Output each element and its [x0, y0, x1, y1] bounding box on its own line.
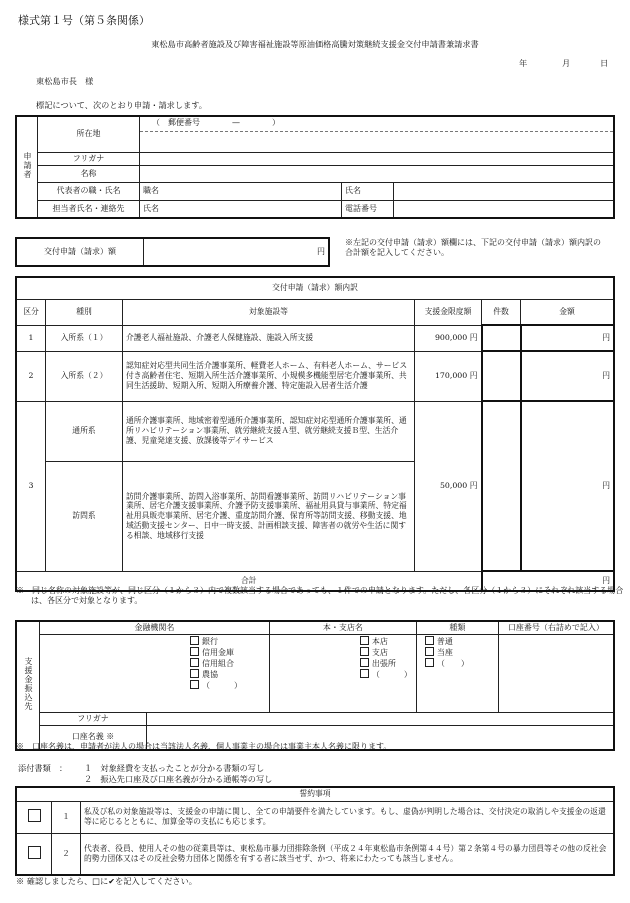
- name-field[interactable]: [140, 165, 615, 182]
- row1-limit: 900,000 円: [415, 325, 482, 351]
- attachment-item: １ 対象経費を支払ったことが分かる書類の写し: [84, 763, 265, 773]
- total-unit: 円: [602, 576, 610, 586]
- inst-opt-bank[interactable]: 銀行: [190, 636, 266, 647]
- table-row: [16, 401, 614, 461]
- contact-label: 担当者氏名・連絡先: [38, 200, 140, 218]
- contact-person-field[interactable]: [140, 200, 342, 218]
- row3b-type: 訪問系: [46, 461, 123, 571]
- kind-opt-toza[interactable]: 当座: [425, 647, 495, 658]
- form-title: 東松島市高齢者施設及び障害福祉施設等原油価格高騰対策継続支援金交付申請書兼請求書: [151, 39, 479, 49]
- amount-box: [15, 237, 330, 267]
- row2-type: 入所系（２）: [46, 351, 123, 401]
- furigana-label: フリガナ: [38, 152, 140, 165]
- addressee: 東松島市長 様: [36, 76, 94, 86]
- postal-code: （ 郵便番号 — ）: [140, 117, 613, 132]
- form-number: 様式第１号（第５条関係）: [18, 14, 150, 27]
- row2-kubun: 2: [16, 351, 46, 401]
- inst-opt-other[interactable]: （ ）: [190, 680, 266, 691]
- kind-opt-futsu[interactable]: 普通: [425, 636, 495, 647]
- row1-facilities: 介護老人福祉施設、介護老人保健施設、施設入所支援: [123, 325, 415, 351]
- branch-field[interactable]: [269, 635, 416, 713]
- row1-kubun: 1: [16, 325, 46, 351]
- name-label: 名称: [38, 165, 140, 182]
- branch-opt-main[interactable]: 本店: [360, 636, 413, 647]
- inst-opt-kumiai[interactable]: 信用組合: [190, 658, 266, 669]
- row2-amount-unit: 円: [602, 371, 610, 381]
- table-row: [16, 351, 614, 401]
- amount-unit: 円: [317, 247, 325, 256]
- inst-field[interactable]: [40, 635, 270, 713]
- acct-field[interactable]: [498, 635, 614, 713]
- header-amount: 金額: [521, 299, 615, 325]
- row3-amount-field[interactable]: [521, 401, 615, 571]
- amount-note: ※左記の交付申請（請求）額欄には、下記の交付申請（請求）額内訳の合計額を記入してください。: [345, 238, 601, 257]
- kind-opt-other[interactable]: （ ）: [425, 658, 495, 669]
- date-year: 年: [519, 58, 528, 68]
- pledge2-checkbox[interactable]: [28, 846, 41, 859]
- note-checkbox: ※ 確認しましたら、□に✔を記入してください。: [16, 876, 197, 886]
- total-label: 合計: [16, 571, 482, 591]
- holder-furigana-label: フリガナ: [40, 713, 147, 726]
- applicant-table: [15, 115, 615, 219]
- intro-text: 標記について、次のとおり申請・請求します。: [36, 100, 207, 110]
- row2-amount-field[interactable]: [521, 351, 615, 401]
- amount-label: 交付申請（請求）額: [16, 238, 144, 266]
- contact-person-label: 氏名: [143, 203, 159, 213]
- branch-opt-other[interactable]: （ ）: [360, 669, 413, 680]
- inst-label: 金融機関名: [40, 621, 270, 635]
- row1-type: 入所系（１）: [46, 325, 123, 351]
- row3a-type: 通所系: [46, 401, 123, 461]
- bank-table: [15, 620, 615, 751]
- inst-opt-nokyo[interactable]: 農協: [190, 669, 266, 680]
- rep-title-field[interactable]: [140, 182, 342, 200]
- breakdown-table: [15, 276, 615, 592]
- note-account-holder: ※ 口座名義は、申請者が法人の場合は当該法人名義、個人事業主の場合は事業主本人名義に限ります。: [16, 742, 392, 751]
- row1-amount-field[interactable]: [521, 325, 615, 351]
- phone-field[interactable]: [394, 200, 615, 218]
- rep-fullname-label: 氏名: [342, 182, 394, 200]
- note-same-facility: ※ 同じ名称の対象施設等が、同じ区分（１から３）内で複数該当する場合であっても、１件での申請となります。ただし、各区分（１から３）にそれぞれ該当する場合は、各区分で対象となります。: [16, 586, 624, 605]
- pledge2-text: 代表者、役員、使用人その他の従業員等は、東松島市暴力団排除条例（平成２４年東松島市条例第４４号）第２条第４号の暴力団員等その他の反社会的勢力団体又はその反社会勢力団体と関係を有する者に該当せず、かつ、将来にわたっても該当しません。: [81, 833, 615, 875]
- row1-amount-unit: 円: [602, 333, 610, 343]
- applicant-section-label: 申請者: [23, 152, 32, 179]
- header-kubun: 区分: [16, 299, 46, 325]
- kind-label: 種類: [416, 621, 498, 635]
- header-count: 件数: [482, 299, 521, 325]
- row3-amount-unit: 円: [602, 481, 610, 491]
- date-month: 月: [562, 58, 571, 68]
- pledge-table: [15, 786, 615, 876]
- holder-label: 口座名義 ※: [40, 726, 147, 750]
- attachments-label: 添付書類 ：: [18, 763, 68, 773]
- rep-label: 代表者の職・氏名: [38, 182, 140, 200]
- header-limit: 支援金限度額: [415, 299, 482, 325]
- attachment-item: ２ 振込先口座及び口座名義が分かる通帳等の写し: [84, 774, 273, 784]
- header-type: 種別: [46, 299, 123, 325]
- breakdown-title: 交付申請（請求）額内訳: [16, 277, 614, 299]
- pledge1-text: 私及び私の対象施設等は、支援金の申請に関し、全ての申請要件を満たしています。もし、虚偽が判明した場合は、交付決定の取消しや支援金の返還等に応じるとともに、加算金等の支払にも応じます。: [81, 801, 615, 833]
- row3-limit: 50,000 円: [415, 401, 482, 571]
- row2-count-field[interactable]: [482, 351, 521, 401]
- address-label: 所在地: [38, 116, 140, 152]
- table-row: [16, 325, 614, 351]
- inst-opt-shinkin[interactable]: 信用金庫: [190, 647, 266, 658]
- holder-furigana-field[interactable]: [147, 713, 615, 726]
- header-facilities: 対象施設等: [123, 299, 415, 325]
- row1-count-field[interactable]: [482, 325, 521, 351]
- branch-label: 本・支店名: [269, 621, 416, 635]
- rep-title-label: 職名: [143, 186, 159, 195]
- row2-limit: 170,000 円: [415, 351, 482, 401]
- pledge1-no: １: [52, 801, 81, 833]
- pledge2-no: ２: [52, 833, 81, 875]
- row3a-facilities: 通所介護事業所、地域密着型通所介護事業所、認知症対応型通所介護事業所、通所リハビリテーション事業所、就労継続支援Ａ型、就労継続支援Ｂ型、生活介護、児童発達支援、放課後等デイサービス: [123, 401, 415, 461]
- acct-label: 口座番号（右詰めで記入）: [498, 621, 614, 635]
- row3-count-field[interactable]: [482, 401, 521, 571]
- amount-field[interactable]: [144, 238, 330, 266]
- branch-opt-branch[interactable]: 支店: [360, 647, 413, 658]
- row3b-facilities: 訪問介護事業所、訪問入浴事業所、訪問看護事業所、訪問リハビリテーション事業所、居宅介護支援事業所、介護予防支援事業所、福祉用具貸与事業所、特定福祉用具販売事業所、居宅介護、重度訪問介護、保育所等訪問支援、移動支援、地域活動支援センター、日中一時支援、計画相談支援、障害者の就労や生活に関する相談、地域移行支援: [123, 461, 415, 571]
- bank-section-label: 支援金振込先: [24, 656, 33, 711]
- address-field[interactable]: [140, 116, 615, 152]
- pledge2-checkbox-cell: [16, 833, 52, 875]
- row2-facilities: 認知症対応型共同生活介護事業所、軽費老人ホーム、有料老人ホーム、サービス付き高齢者住宅、短期入所生活介護事業所、小規模多機能型居宅介護事業所、共同生活援助、短期入所、短期入所療養介護、特定施設入居者生活介護: [123, 351, 415, 401]
- date-day: 日: [600, 58, 609, 68]
- pledge1-checkbox[interactable]: [28, 809, 41, 822]
- kind-field[interactable]: [416, 635, 498, 713]
- rep-fullname-field[interactable]: [394, 182, 615, 200]
- branch-opt-office[interactable]: 出張所: [360, 658, 413, 669]
- furigana-field[interactable]: [140, 152, 615, 165]
- phone-label: 電話番号: [342, 200, 394, 218]
- row3-kubun: 3: [16, 401, 46, 571]
- pledge-title: 誓約事項: [16, 787, 614, 801]
- pledge1-checkbox-cell: [16, 801, 52, 833]
